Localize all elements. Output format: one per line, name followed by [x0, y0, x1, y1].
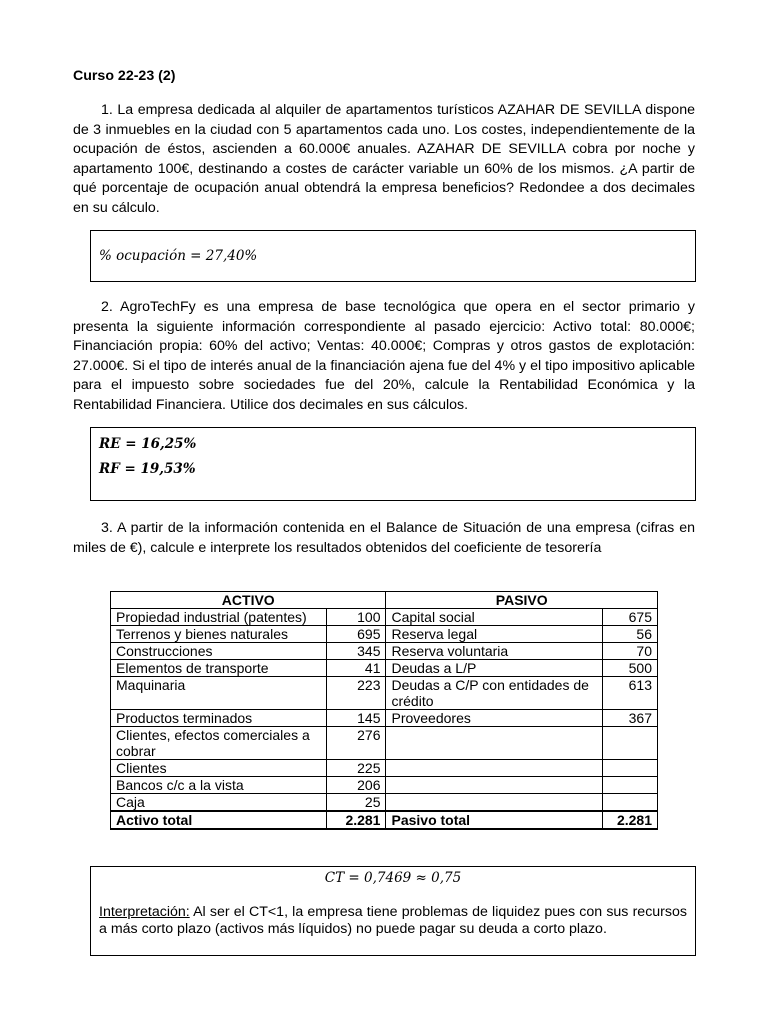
- activo-label: Terrenos y bienes naturales: [111, 626, 327, 643]
- pasivo-total-value: 2.281: [602, 811, 657, 829]
- activo-value: 223: [327, 677, 386, 710]
- table-header-row: [111, 592, 658, 609]
- question-3-number: 3.: [101, 520, 113, 536]
- activo-label: Productos terminados: [111, 710, 327, 727]
- table-row: [111, 794, 658, 812]
- pasivo-value: 613: [602, 677, 657, 710]
- question-1: [73, 101, 695, 219]
- pasivo-label: Proveedores: [386, 710, 602, 727]
- answer-1: % ocupación = 27,40%: [99, 248, 258, 264]
- pasivo-label: [386, 794, 602, 812]
- question-2-text: AgroTechFy es una empresa de base tecnológica que opera en el sector primario y presenta la siguiente información correspondiente al pasado ejercicio: Activo total: 80.000€; Financiación propia: 60% del activo; Ventas: 40.000€; Compras y otros gastos de explotación: 27.000€. Si el tipo de interés anual de la financiación ajena fue del 4% y el tipo impositivo aplicable para el impuesto sobre sociedades fue del 20%, calcule la Rentabilidad Económica y la Rentabilidad Financiera. Utilice dos decimales en sus cálculos.: [73, 299, 695, 413]
- pasivo-value: [602, 777, 657, 794]
- question-1-text: La empresa dedicada al alquiler de apartamentos turísticos AZAHAR DE SEVILLA dispone de 3 inmuebles en la ciudad con 5 apartamentos cada uno. Los costes, independientemente de la ocupación de éstos, ascienden a 60.000€ anuales. AZAHAR DE SEVILLA cobra por noche y apartamento 100€, destinando a costes de carácter variable un 60% de los mismos. ¿A partir de qué porcentaje de ocupación anual obtendrá la empresa beneficios? Redondee a dos decimales en su cálculo.: [73, 102, 695, 216]
- pasivo-label: Deudas a C/P con entidades de crédito: [386, 677, 602, 710]
- pasivo-value: 70: [602, 643, 657, 660]
- pasivo-label: Capital social: [386, 609, 602, 626]
- table-row: [111, 609, 658, 626]
- activo-value: 695: [327, 626, 386, 643]
- header-activo: ACTIVO: [111, 592, 386, 609]
- document-heading: Curso 22-23 (2): [73, 68, 176, 84]
- answer-box-2: [90, 427, 696, 501]
- activo-total-value: 2.281: [327, 811, 386, 829]
- activo-value: 145: [327, 710, 386, 727]
- pasivo-total-label: Pasivo total: [386, 811, 602, 829]
- table-total-row: [111, 811, 658, 829]
- table-row: [111, 643, 658, 660]
- pasivo-value: [602, 727, 657, 760]
- question-3: [73, 519, 695, 558]
- pasivo-value: [602, 794, 657, 812]
- answer-box-1: [90, 230, 696, 282]
- activo-value: 276: [327, 727, 386, 760]
- activo-label: Clientes, efectos comerciales a cobrar: [111, 727, 327, 760]
- answer-box-3: [90, 866, 696, 956]
- balance-sheet-table: [110, 591, 658, 830]
- interpretation-label: Interpretación:: [99, 904, 190, 920]
- table-row: [111, 660, 658, 677]
- activo-value: 206: [327, 777, 386, 794]
- header-pasivo: PASIVO: [386, 592, 658, 609]
- pasivo-label: Reserva voluntaria: [386, 643, 602, 660]
- activo-label: Elementos de transporte: [111, 660, 327, 677]
- activo-value: 225: [327, 760, 386, 777]
- activo-value: 345: [327, 643, 386, 660]
- pasivo-label: [386, 777, 602, 794]
- pasivo-label: Reserva legal: [386, 626, 602, 643]
- answer-ct: CT = 0,7469 ≈ 0,75: [324, 870, 462, 886]
- pasivo-value: 675: [602, 609, 657, 626]
- activo-value: 41: [327, 660, 386, 677]
- question-1-number: 1.: [101, 102, 113, 118]
- question-2-number: 2.: [101, 299, 113, 315]
- activo-label: Maquinaria: [111, 677, 327, 710]
- pasivo-value: [602, 760, 657, 777]
- activo-total-label: Activo total: [111, 811, 327, 829]
- pasivo-label: [386, 760, 602, 777]
- pasivo-label: [386, 727, 602, 760]
- table-row: [111, 727, 658, 760]
- activo-label: Construcciones: [111, 643, 327, 660]
- activo-value: 100: [327, 609, 386, 626]
- pasivo-value: 56: [602, 626, 657, 643]
- activo-label: Clientes: [111, 760, 327, 777]
- activo-label: Bancos c/c a la vista: [111, 777, 327, 794]
- table-row: [111, 777, 658, 794]
- question-3-text: A partir de la información contenida en el Balance de Situación de una empresa (cifras en miles de €), calcule e interprete los resultados obtenidos del coeficiente de tesorería: [73, 520, 695, 556]
- pasivo-label: Deudas a L/P: [386, 660, 602, 677]
- table-row: [111, 626, 658, 643]
- table-row: [111, 760, 658, 777]
- pasivo-value: 500: [602, 660, 657, 677]
- interpretation: [99, 904, 687, 938]
- table-row: [111, 710, 658, 727]
- answer-re: RE = 16,25%: [99, 436, 197, 452]
- activo-value: 25: [327, 794, 386, 812]
- pasivo-value: 367: [602, 710, 657, 727]
- table-row: [111, 677, 658, 710]
- activo-label: Caja: [111, 794, 327, 812]
- interpretation-text: Al ser el CT<1, la empresa tiene problemas de liquidez pues con sus recursos a más corto plazo (activos más líquidos) no puede pagar su deuda a corto plazo.: [99, 904, 687, 937]
- question-2: [73, 298, 695, 416]
- answer-rf: RF = 19,53%: [99, 461, 196, 477]
- activo-label: Propiedad industrial (patentes): [111, 609, 327, 626]
